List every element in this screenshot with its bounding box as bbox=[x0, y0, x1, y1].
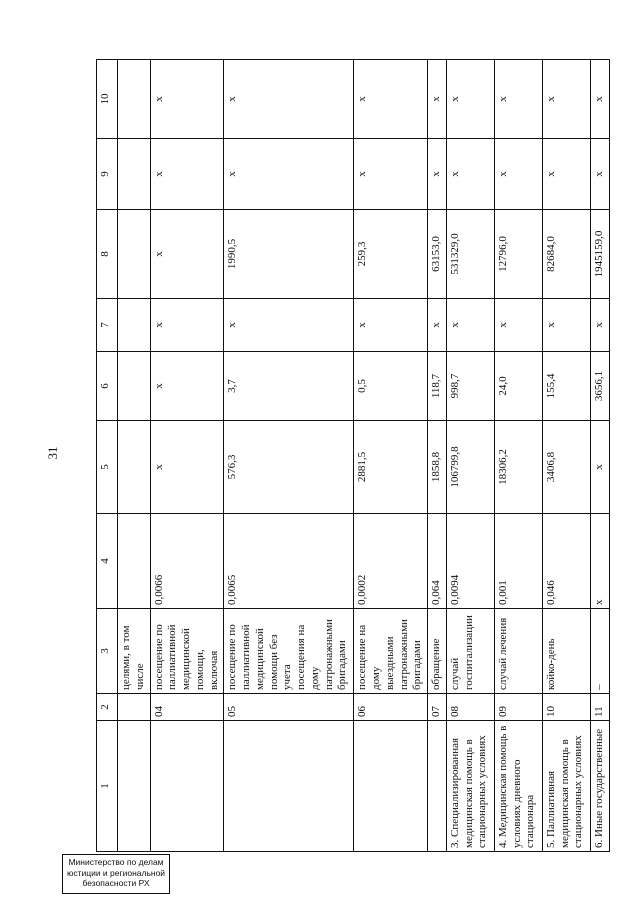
column-number: 5 bbox=[97, 421, 118, 514]
column-number: 1 bbox=[97, 721, 118, 852]
table-cell: 18306,2 bbox=[494, 421, 542, 514]
table-cell: 531329,0 bbox=[446, 210, 494, 299]
table-cell: 63153,0 bbox=[428, 210, 447, 299]
table-cell: x bbox=[150, 421, 224, 514]
table-cell: 4. Медицинская помощь в условиях дневного стационара bbox=[494, 721, 542, 852]
table-cell bbox=[118, 60, 151, 139]
table-cell bbox=[428, 721, 447, 852]
table-cell: x bbox=[542, 139, 590, 210]
table-row bbox=[590, 60, 609, 852]
table-cell: x bbox=[542, 60, 590, 139]
table-cell: 1858,8 bbox=[428, 421, 447, 514]
table-cell bbox=[118, 139, 151, 210]
table-row bbox=[428, 60, 447, 852]
table-cell: 10 bbox=[542, 694, 590, 721]
statistics-table bbox=[96, 59, 610, 852]
table-cell: 0,0002 bbox=[354, 514, 428, 609]
table-cell: 07 bbox=[428, 694, 447, 721]
table-cell: 0,046 bbox=[542, 514, 590, 609]
table-cell: x bbox=[590, 139, 609, 210]
table-cell: 0,0094 bbox=[446, 514, 494, 609]
table-cell: 1990,5 bbox=[224, 210, 354, 299]
table-cell: x bbox=[354, 299, 428, 352]
table-cell: 6. Иные государственные bbox=[590, 721, 609, 852]
column-number: 6 bbox=[97, 352, 118, 421]
table-cell: x bbox=[446, 60, 494, 139]
table-row bbox=[494, 60, 542, 852]
table-cell: 05 bbox=[224, 694, 354, 721]
table-cell: x bbox=[590, 421, 609, 514]
table-cell: посещение по паллиативной медицинской помощи без учета посещения на дому патронажными бригадами bbox=[224, 609, 354, 694]
table-cell: посещение по паллиативной медицинской помощи, включая bbox=[150, 609, 224, 694]
column-number: 7 bbox=[97, 299, 118, 352]
table-cell: x bbox=[150, 299, 224, 352]
table-cell bbox=[118, 514, 151, 609]
table-cell: x bbox=[354, 139, 428, 210]
table-cell: 24,0 bbox=[494, 352, 542, 421]
table-row bbox=[354, 60, 428, 852]
table-cell: x bbox=[542, 299, 590, 352]
table-cell: 08 bbox=[446, 694, 494, 721]
table-cell bbox=[224, 721, 354, 852]
table-cell: x bbox=[224, 299, 354, 352]
table-cell bbox=[118, 210, 151, 299]
table-cell: 0,0066 bbox=[150, 514, 224, 609]
table-cell: – bbox=[590, 609, 609, 694]
table-cell: 2881,5 bbox=[354, 421, 428, 514]
table-row bbox=[224, 60, 354, 852]
table-row bbox=[118, 60, 151, 852]
table-cell: 0,001 bbox=[494, 514, 542, 609]
table-cell: 998,7 bbox=[446, 352, 494, 421]
table-cell: x bbox=[150, 210, 224, 299]
ministry-stamp: Министерство по делам юстиции и региональной безопасности РХ bbox=[62, 854, 170, 894]
table-cell: x bbox=[494, 299, 542, 352]
table-header-row bbox=[97, 60, 118, 852]
table-cell: 1945159,0 bbox=[590, 210, 609, 299]
table-row bbox=[542, 60, 590, 852]
table-cell: x bbox=[354, 60, 428, 139]
table-cell: 04 bbox=[150, 694, 224, 721]
column-number: 2 bbox=[97, 694, 118, 721]
table-cell: 09 bbox=[494, 694, 542, 721]
table-cell: 3656,1 bbox=[590, 352, 609, 421]
column-number: 4 bbox=[97, 514, 118, 609]
table-cell: 11 bbox=[590, 694, 609, 721]
table-row bbox=[446, 60, 494, 852]
table-viewport bbox=[96, 60, 605, 852]
table-cell: x bbox=[150, 139, 224, 210]
table-cell: x bbox=[428, 139, 447, 210]
table-cell: 82684,0 bbox=[542, 210, 590, 299]
table-cell bbox=[118, 352, 151, 421]
table-cell: 3. Специализированная медицинская помощь в стационарных условиях bbox=[446, 721, 494, 852]
table-cell: 3406,8 bbox=[542, 421, 590, 514]
table-cell: обращение bbox=[428, 609, 447, 694]
table-cell: 118,7 bbox=[428, 352, 447, 421]
table-cell: x bbox=[494, 139, 542, 210]
table-cell: x bbox=[446, 299, 494, 352]
table-cell: 0,064 bbox=[428, 514, 447, 609]
table-cell: целями, в том числе bbox=[118, 609, 151, 694]
table-cell: 106799,8 bbox=[446, 421, 494, 514]
table-cell: 0,5 bbox=[354, 352, 428, 421]
table-cell: посещение на дому выездными патронажными бригадами bbox=[354, 609, 428, 694]
column-number: 3 bbox=[97, 609, 118, 694]
column-number: 10 bbox=[97, 60, 118, 139]
table-cell: случай лечения bbox=[494, 609, 542, 694]
table-cell: 576,3 bbox=[224, 421, 354, 514]
table-cell bbox=[354, 721, 428, 852]
table-cell: 06 bbox=[354, 694, 428, 721]
table-cell: x bbox=[590, 299, 609, 352]
table-cell bbox=[150, 721, 224, 852]
table-row bbox=[150, 60, 224, 852]
table-cell: x bbox=[224, 139, 354, 210]
table-cell: x bbox=[590, 60, 609, 139]
table-cell: x bbox=[590, 514, 609, 609]
table-cell: 0,0065 bbox=[224, 514, 354, 609]
table-cell: 3,7 bbox=[224, 352, 354, 421]
table-cell: x bbox=[428, 299, 447, 352]
table-cell: 12796,0 bbox=[494, 210, 542, 299]
table-cell: x bbox=[150, 352, 224, 421]
table-cell: x bbox=[224, 60, 354, 139]
column-number: 8 bbox=[97, 210, 118, 299]
page-number: 31 bbox=[45, 446, 60, 460]
table-cell: койко-день bbox=[542, 609, 590, 694]
table-cell: случай госпитализации bbox=[446, 609, 494, 694]
table-cell bbox=[118, 721, 151, 852]
rotated-table-container bbox=[96, 60, 605, 852]
table-cell: 155,4 bbox=[542, 352, 590, 421]
table-cell: x bbox=[428, 60, 447, 139]
table-cell bbox=[118, 299, 151, 352]
table-cell: x bbox=[494, 60, 542, 139]
table-cell: x bbox=[150, 60, 224, 139]
table-cell: 5. Паллиативная медицинская помощь в стационарных условиях bbox=[542, 721, 590, 852]
column-number: 9 bbox=[97, 139, 118, 210]
table-cell bbox=[118, 694, 151, 721]
table-cell: 259,3 bbox=[354, 210, 428, 299]
table-cell bbox=[118, 421, 151, 514]
table-cell: x bbox=[446, 139, 494, 210]
